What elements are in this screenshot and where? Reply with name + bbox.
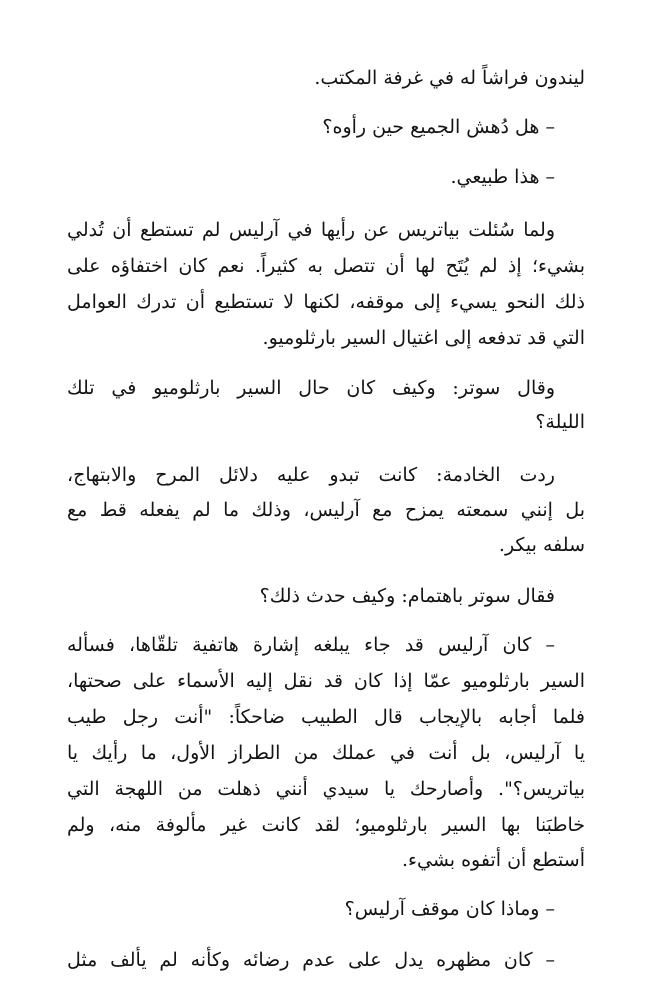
text-line: وقال سوتر: وكيف كان حال السير بارثلوميو في تلك <box>67 377 555 399</box>
text-line: ردت الخادمة: كانت تبدو عليه دلائل المرح والابتهاج، <box>67 464 555 486</box>
text-line: خاطبَنا بها السير بارثلوميو؛ لقد كانت غير مألوفة منه، ولم <box>67 814 585 836</box>
text-line: أستطع أن أتفوه بشيء. <box>402 849 585 871</box>
dialogue-line: – كان مظهره يدل على عدم رضائه وكأنه لم يألف مثل <box>67 949 555 971</box>
text-line: ليندون فراشاً له في غرفة المكتب. <box>314 67 585 89</box>
dialogue-line: – كان آرليس قد جاء يبلغه إشارة هاتفية تلقّاها، فسأله <box>67 634 555 656</box>
text-line: يا آرليس، بل أنت في عملك من الطراز الأول، ما رأيك يا <box>67 742 585 764</box>
text-line: ذلك النحو يسيء إلى موقفه، لكنها لا تستطيع أن تدرك العوامل <box>67 291 585 313</box>
text-line: التي قد تدفعه إلى اغتيال السير بارثلوميو. <box>262 327 585 349</box>
text-line: ولما سُئلت بياتريس عن رأيها في آرليس لم تستطع أن تُدلي <box>67 219 555 241</box>
dialogue-line: – هل دُهش الجميع حين رأوه؟ <box>322 116 555 138</box>
text-line: بل إنني سمعته يمزح مع آرليس، وذلك ما لم يفعله قط مع <box>67 499 585 521</box>
text-line: سلفه بيكر. <box>498 534 585 556</box>
text-line: فقال سوتر باهتمام: وكيف حدث ذلك؟ <box>259 585 555 607</box>
text-line: فلما أجابه بالإيجاب قال الطبيب ضاحكاً: "أنت رجل طيب <box>67 706 585 728</box>
dialogue-line: – هذا طبيعي. <box>450 166 555 188</box>
text-line: بشيء؛ إذ لم يُتَح لها أن تتصل به كثيراً. نعم كان اختفاؤه على <box>67 255 585 277</box>
text-line: الليلة؟ <box>535 411 585 433</box>
dialogue-line: – وماذا كان موقف آرليس؟ <box>344 898 555 920</box>
text-line: بياتريس؟". وأصارحك يا سيدي أنني ذهلت من اللهجة التي <box>67 778 585 800</box>
text-line: السير بارثلوميو عمّا إذا كان قد نقل إليه الأسماء على صحتها، <box>67 670 585 692</box>
